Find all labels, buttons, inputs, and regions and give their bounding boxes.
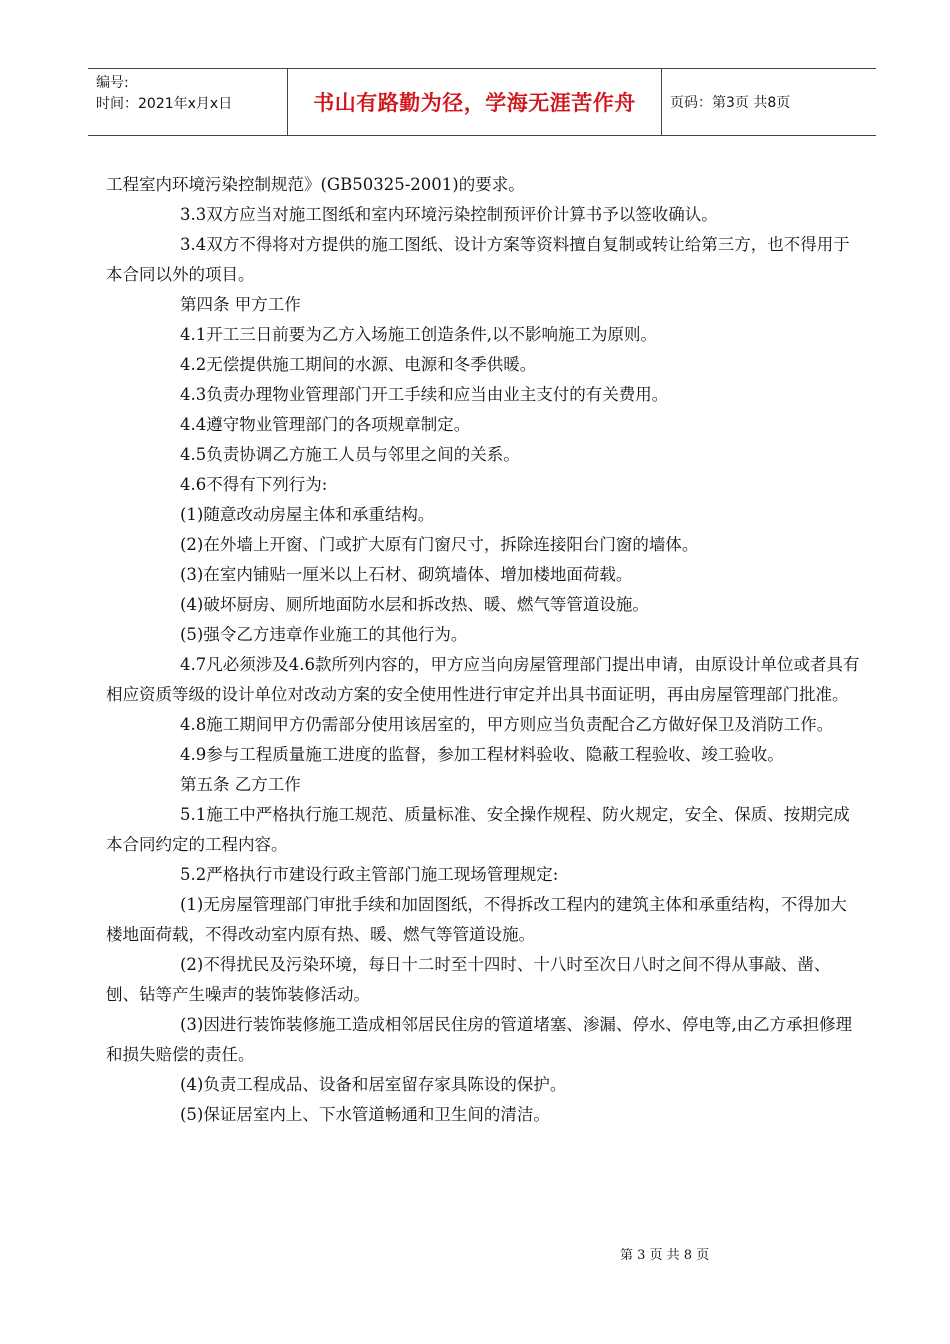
paragraph: 4.4遵守物业管理部门的各项规章制定。	[180, 415, 471, 434]
list-item: (1)无房屋管理部门审批手续和加固图纸，不得拆改工程内的建筑主体和承重结构，不得加大楼地面荷载，不得改动室内原有热、暖、燃气等管道设施。	[106, 895, 847, 944]
section-heading: 第五条 乙方工作	[180, 775, 301, 794]
paragraph: 3.4双方不得将对方提供的施工图纸、设计方案等资料擅自复制或转让给第三方，也不得用于本合同以外的项目。	[106, 235, 850, 284]
paragraph: 3.3双方应当对施工图纸和室内环境污染控制预评价计算书予以签收确认。	[180, 205, 718, 224]
document-body	[106, 170, 860, 1130]
paragraph: 4.3负责办理物业管理部门开工手续和应当由业主支付的有关费用。	[180, 385, 669, 404]
number-label: 编号:	[96, 75, 129, 91]
paragraph: 4.1开工三日前要为乙方入场施工创造条件,以不影响施工为原则。	[180, 325, 657, 344]
list-item: (5)保证居室内上、下水管道畅通和卫生间的清洁。	[180, 1105, 550, 1124]
paragraph: 工程室内环境污染控制规范》(GB50325-2001)的要求。	[106, 175, 525, 194]
list-item: (4)负责工程成品、设备和居室留存家具陈设的保护。	[180, 1075, 567, 1094]
list-item: (2)不得扰民及污染环境，每日十二时至十四时、十八时至次日八时之间不得从事敲、凿、刨、钻等产生噪声的装饰装修活动。	[106, 955, 831, 1004]
paragraph: 4.2无偿提供施工期间的水源、电源和冬季供暖。	[180, 355, 537, 374]
paragraph: 4.8施工期间甲方仍需部分使用该居室的，甲方则应当负责配合乙方做好保卫及消防工作。	[180, 715, 834, 734]
paragraph: 5.1施工中严格执行施工规范、质量标准、安全操作规程、防火规定，安全、保质、按期完成本合同约定的工程内容。	[106, 805, 850, 854]
list-item: (4)破坏厨房、厕所地面防水层和拆改热、暖、燃气等管道设施。	[180, 595, 649, 614]
header-motto: 书山有路勤为径，学海无涯苦作舟	[288, 69, 662, 135]
time-label: 时间：2021年x月x日	[96, 96, 233, 112]
list-item: (3)因进行装饰装修施工造成相邻居民住房的管道堵塞、渗漏、停水、停电等,由乙方承担修理和损失赔偿的责任。	[106, 1015, 853, 1064]
list-item: (1)随意改动房屋主体和承重结构。	[180, 505, 435, 524]
paragraph: 4.9参与工程质量施工进度的监督，参加工程材料验收、隐蔽工程验收、竣工验收。	[180, 745, 784, 764]
page-footer: 第 3 页 共 8 页	[620, 1248, 710, 1263]
paragraph: 4.7凡必须涉及4.6款所列内容的，甲方应当向房屋管理部门提出申请，由原设计单位或者具有相应资质等级的设计单位对改动方案的安全使用性进行审定并出具书面证明，再由房屋管理部门批准。	[106, 655, 860, 704]
page-header	[88, 68, 876, 136]
header-page-code: 页码：第3页 共8页	[670, 95, 791, 111]
paragraph: 4.5负责协调乙方施工人员与邻里之间的关系。	[180, 445, 520, 464]
list-item: (2)在外墙上开窗、门或扩大原有门窗尺寸，拆除连接阳台门窗的墙体。	[180, 535, 699, 554]
list-item: (3)在室内铺贴一厘米以上石材、砌筑墙体、增加楼地面荷载。	[180, 565, 633, 584]
paragraph: 5.2严格执行市建设行政主管部门施工现场管理规定:	[180, 865, 559, 884]
list-item: (5)强令乙方违章作业施工的其他行为。	[180, 625, 468, 644]
header-meta	[88, 69, 288, 135]
section-heading: 第四条 甲方工作	[180, 295, 301, 314]
paragraph: 4.6不得有下列行为:	[180, 475, 328, 494]
